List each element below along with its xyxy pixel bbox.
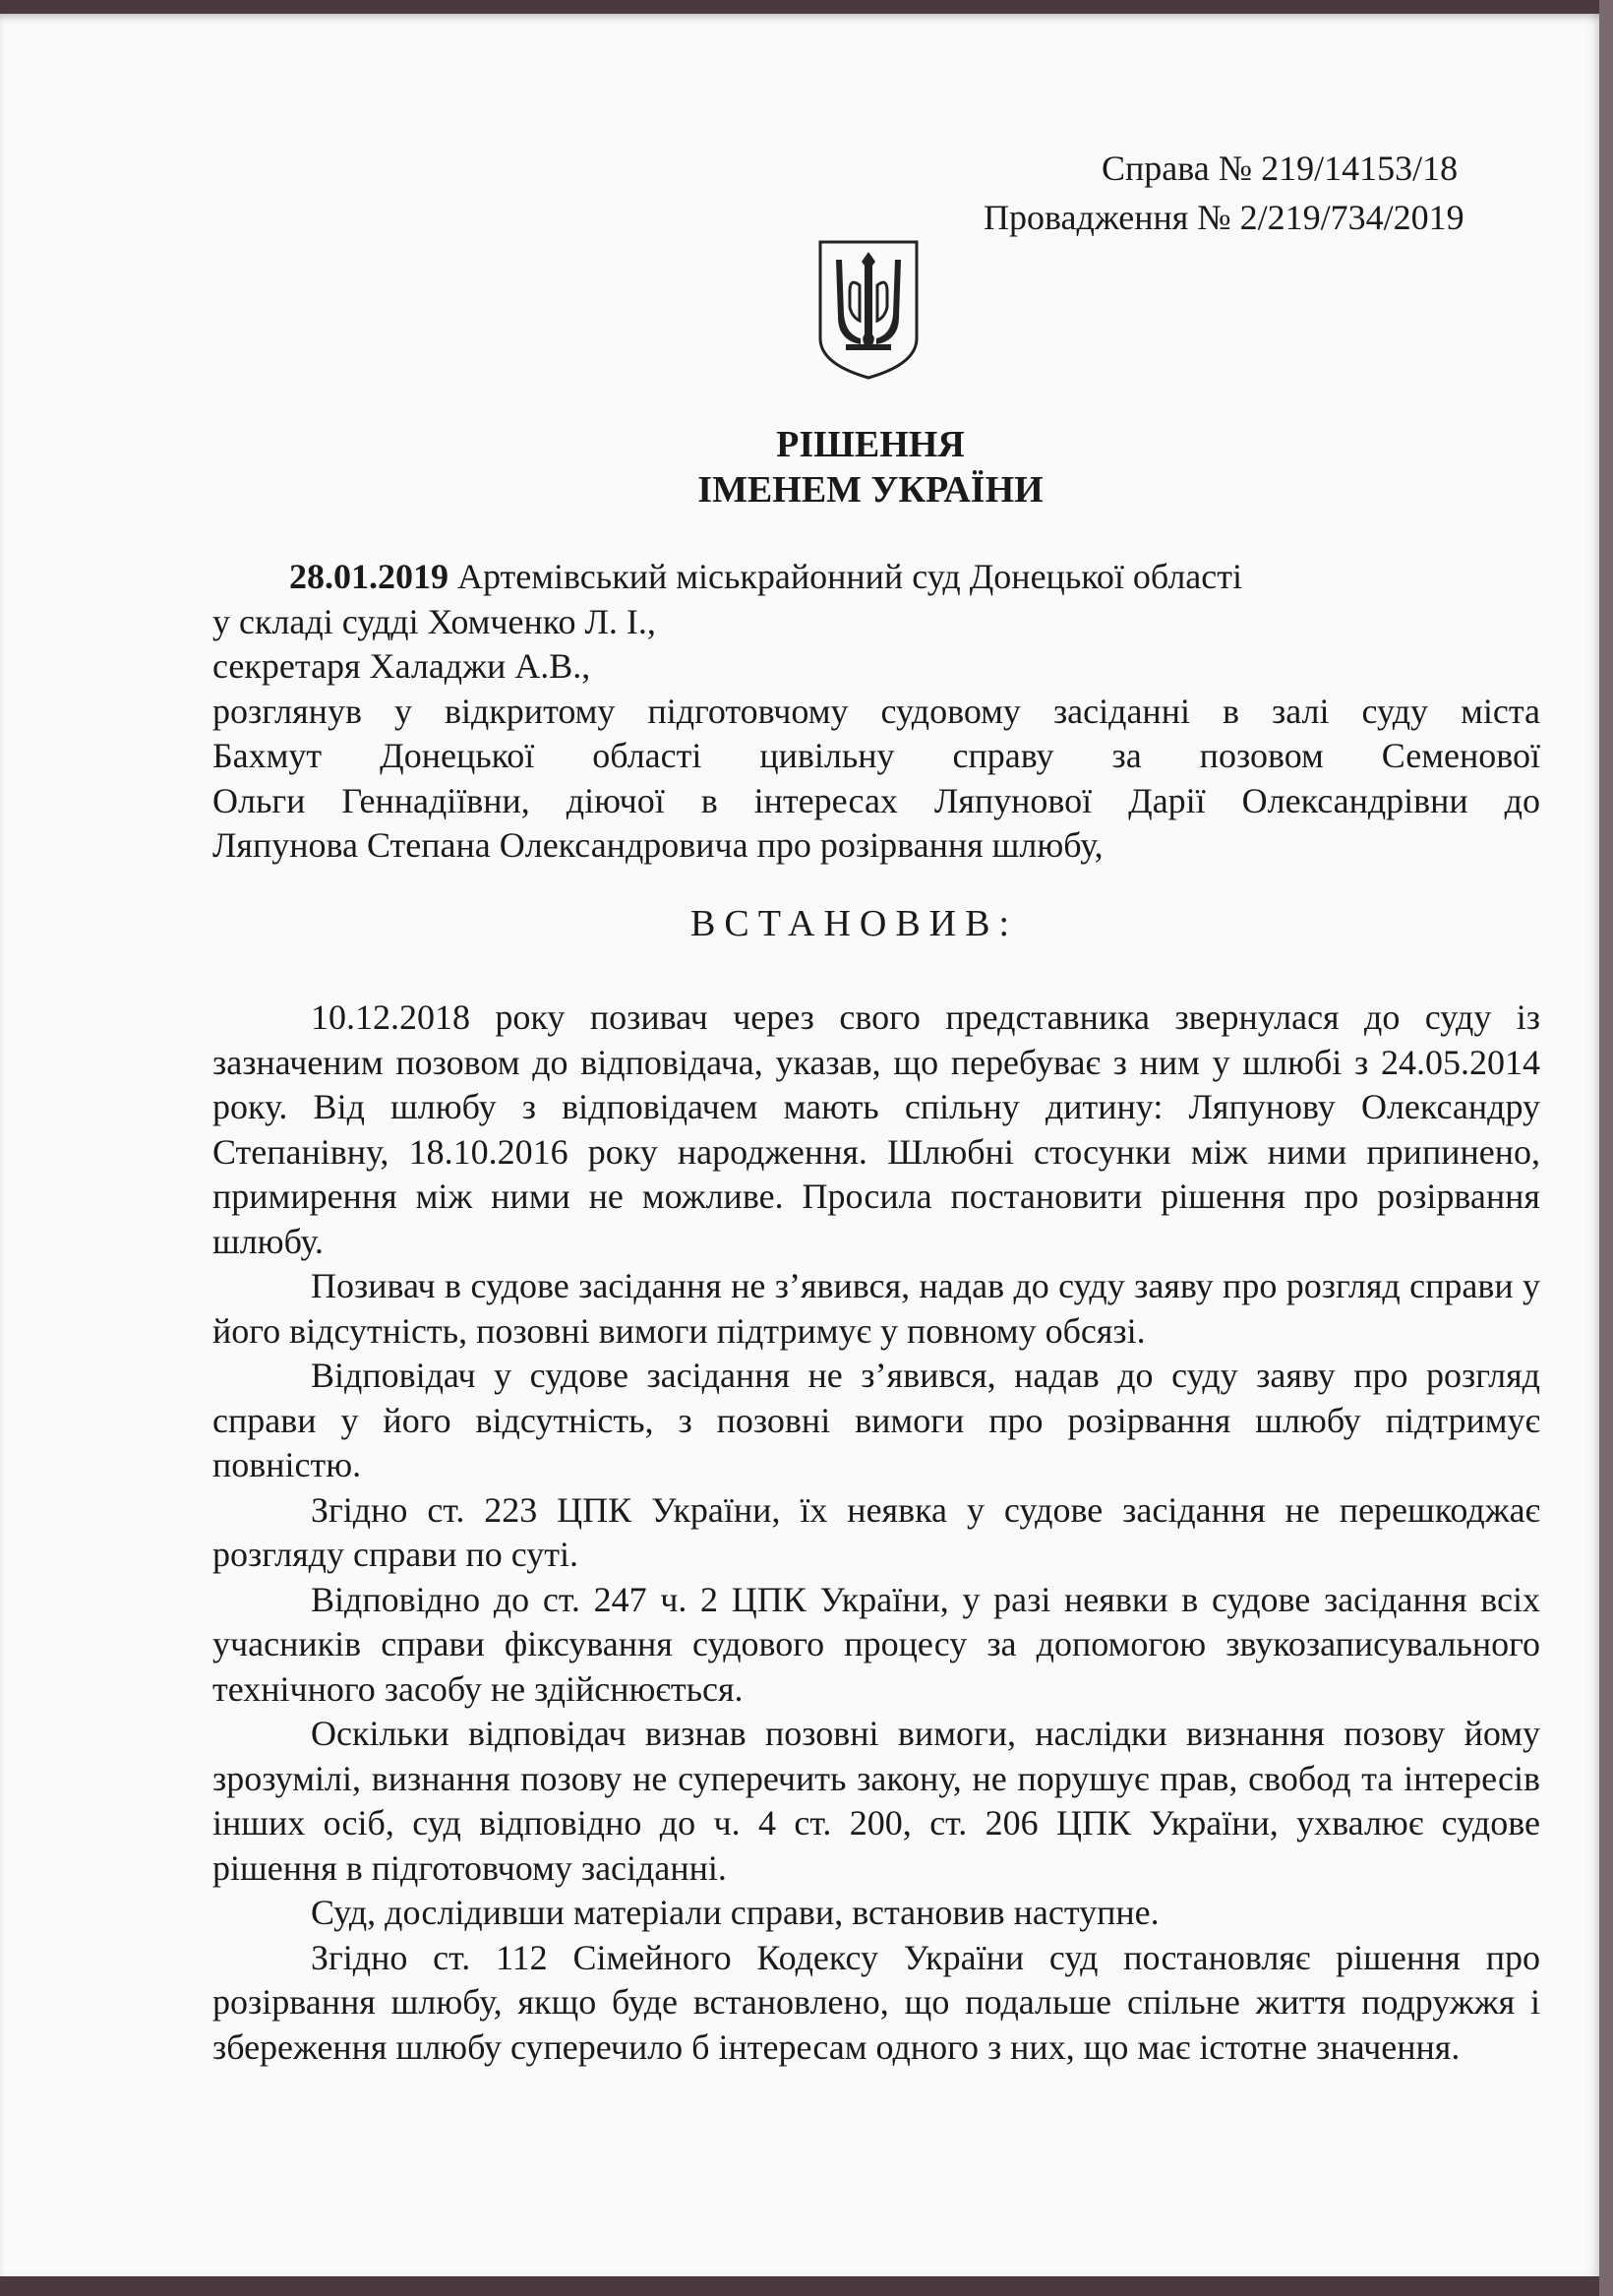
case-reference (984, 144, 1464, 242)
intro-line-5: Бахмут Донецької області цивільну справу за позовом Семенової (212, 736, 1540, 775)
page-edge (1599, 0, 1613, 2296)
judge-line: у складі судді Хомченко Л. І., (212, 601, 656, 641)
paragraph: Позивач в судове засідання не з’явився, надав до суду заяву про розгляд справи у його відсутність, позовні вимоги підтримує у повному обсязі. (212, 1266, 1540, 1351)
paragraph: Суд, дослідивши матеріали справи, встановив наступне. (311, 1893, 1160, 1932)
trident-coat-of-arms-icon (816, 238, 921, 382)
intro-line-6: Ольги Геннадіївни, діючої в інтересах Ляпунової Дарії Олександрівни до (212, 780, 1540, 820)
proceeding-number: Провадження № 2/219/734/2019 (984, 198, 1464, 237)
intro-court-line (212, 555, 1540, 600)
court-name: Артемівський міськрайонний суд Донецької області (448, 557, 1242, 596)
decision-text (212, 996, 1540, 2070)
decision-date: 28.01.2019 (289, 557, 448, 596)
case-number: Справа № 219/14153/18 (1102, 149, 1459, 188)
intro-block (212, 555, 1540, 869)
section-heading: ВСТАНОВИВ: (690, 903, 1019, 944)
paragraph: Оскільки відповідач визнав позовні вимоги, наслідки визнання позову йому зрозумілі, визнання позову не суперечить закону, не порушує прав, свобод та інтересів інших осіб, суд відповідно до ч. 4 ст. 200, ст. 206 ЦПК України, ухвалює судове рішення в підготовчому засіданні. (212, 1714, 1540, 1888)
paragraph: Згідно ст. 223 ЦПК України, їх неявка у судове засідання не перешкоджає розгляду справи по суті. (212, 1489, 1540, 1574)
document-title (0, 422, 1613, 513)
paragraph: Згідно ст. 112 Сімейного Кодексу України суд постановляє рішення про розірвання шлюбу, якщо буде встановлено, що подальше спільне життя подружжя і збереження шлюбу суперечило б інтересам одного з них, що має істотне значення. (212, 1937, 1540, 2067)
title-line-1: РІШЕННЯ (776, 424, 965, 465)
secretary-line: секретаря Халаджи А.В., (212, 646, 591, 686)
document-page (0, 14, 1601, 2276)
paragraph: 10.12.2018 року позивач через свого представника звернулася до суду із зазначеним позовом до відповідача, указав, що перебуває з ним у шлюбі з 24.05.2014 року. Від шлюбу з відповідачем мають спільну дитину: Ляпунову Олександру Степанівну, 18.10.2016 року народження. Шлюбні стосунки між ними припинено, примирення між ними не можливе. Просила постановити рішення про розірвання шлюбу. (212, 997, 1540, 1261)
intro-line-4: розглянув у відкритому підготовчому судовому засіданні в залі суду міста (212, 691, 1540, 731)
paragraph: Відповідач у судове засідання не з’явився, надав до суду заяву про розгляд справи у його відсутність, з позовні вимоги про розірвання шлюбу підтримує повністю. (212, 1356, 1540, 1484)
paragraph: Відповідно до ст. 247 ч. 2 ЦПК України, у разі неявки в судове засідання всіх учасників справи фіксування судового процесу за допомогою звукозаписувального технічного засобу не здійснюється. (212, 1579, 1540, 1709)
intro-line-7: Ляпунова Степана Олександровича про розірвання шлюбу, (212, 825, 1104, 865)
title-line-2: ІМЕНЕМ УКРАЇНИ (697, 469, 1044, 511)
